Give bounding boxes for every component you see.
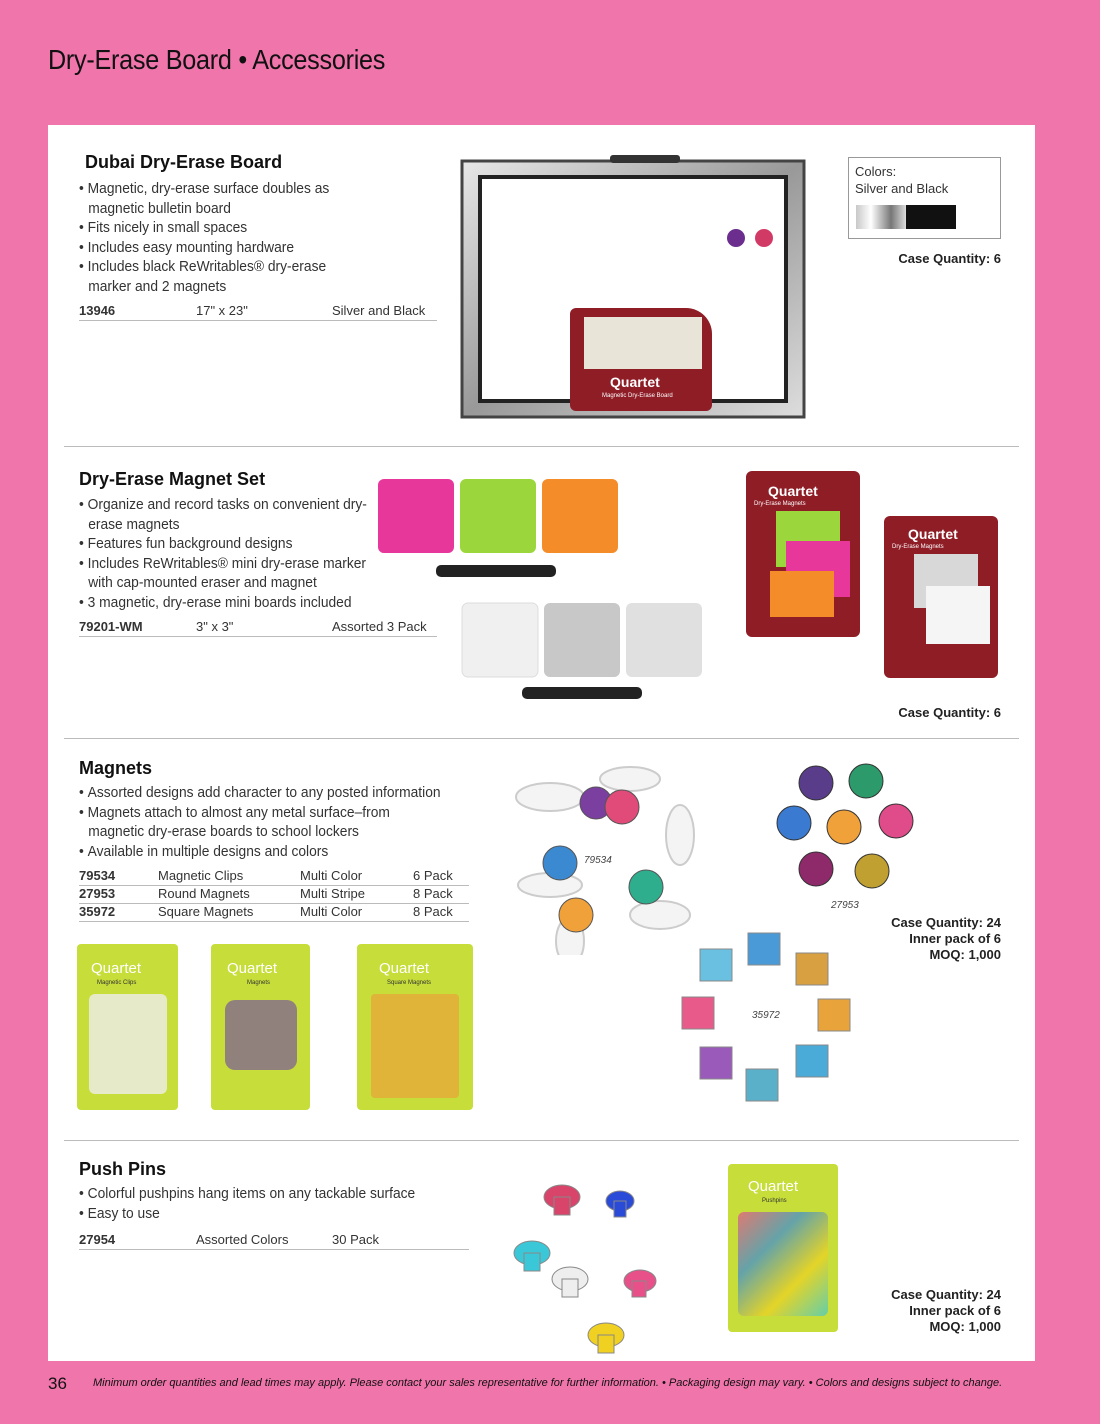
table-row (79, 868, 469, 886)
footer-note: Minimum order quantities and lead times may apply. Please contact your sales representative for further information. • Packaging design may vary. • Colors and designs subject to change. (93, 1377, 1003, 1389)
feature-item: • Fits nicely in small spaces (79, 218, 346, 238)
dubai-sku-table (79, 303, 437, 321)
package-name: Square Magnets (387, 980, 432, 986)
magnet-set-image (376, 475, 716, 715)
sku-number: 27954 (79, 1232, 196, 1250)
feature-item: • Includes easy mounting hardware (79, 238, 346, 258)
magnet-package-square (357, 944, 473, 1110)
product-name: Square Magnets (158, 904, 300, 922)
package-brand: Quartet (748, 1178, 799, 1195)
magnet-package-clips (77, 944, 178, 1110)
color: Assorted 3 Pack (332, 619, 437, 637)
moq: MOQ: 1,000 (929, 1319, 1001, 1334)
color: Multi Color (300, 904, 413, 922)
magnet-set-package-2 (884, 516, 998, 678)
feature-item: • Easy to use (79, 1204, 438, 1224)
color: Assorted Colors (196, 1232, 332, 1250)
pack: 6 Pack (413, 868, 469, 886)
table-row (79, 904, 469, 922)
package-name: Dry-Erase Magnets (892, 544, 944, 550)
package-name: Magnetic Dry-Erase Board (602, 393, 673, 399)
table-row (79, 1232, 469, 1250)
push-pins-package (728, 1164, 838, 1332)
package-brand: Quartet (610, 374, 660, 390)
feature-item: • 3 magnetic, dry-erase mini boards included (79, 593, 373, 613)
push-pins-features (79, 1184, 438, 1223)
sku-number: 35972 (79, 904, 158, 922)
feature-item: • Magnets attach to almost any metal surface–from magnetic dry-erase boards to school lockers (79, 803, 447, 842)
feature-item: • Includes ReWritables® mini dry-erase marker with cap-mounted eraser and magnet (79, 554, 373, 593)
sku-number: 79201-WM (79, 619, 196, 637)
magnets-title: Magnets (79, 758, 153, 778)
magnet-set-case-quantity: Case Quantity: 6 (898, 705, 1001, 720)
page-title: Dry-Erase Board • Accessories (48, 44, 386, 75)
dubai-package (570, 308, 712, 411)
feature-item: • Features fun background designs (79, 534, 373, 554)
package-brand: Quartet (227, 960, 278, 977)
catalog-panel (48, 125, 1035, 1361)
colors-label: Colors: (855, 164, 897, 179)
black-swatch (906, 205, 956, 229)
pack: 8 Pack (413, 886, 469, 904)
clips-image-label: 79534 (584, 855, 612, 866)
pack: 8 Pack (413, 904, 469, 922)
dubai-case-quantity: Case Quantity: 6 (898, 251, 1001, 266)
color: Multi Stripe (300, 886, 413, 904)
dubai-title: Dubai Dry-Erase Board (85, 152, 283, 172)
product-name: Round Magnets (158, 886, 300, 904)
inner-pack: Inner pack of 6 (909, 931, 1001, 946)
round-magnets-image (776, 761, 916, 901)
magnet-set-title: Dry-Erase Magnet Set (79, 469, 266, 489)
feature-item: • Colorful pushpins hang items on any tackable surface (79, 1184, 438, 1204)
pack: 30 Pack (332, 1232, 469, 1250)
moq: MOQ: 1,000 (929, 947, 1001, 962)
color: Silver and Black (332, 303, 437, 321)
magnets-features (79, 783, 447, 861)
magnet-set-features (79, 495, 373, 612)
section-divider (64, 738, 1019, 739)
feature-item: • Assorted designs add character to any posted information (79, 783, 447, 803)
package-name: Dry-Erase Magnets (754, 501, 806, 507)
section-divider (64, 1140, 1019, 1141)
sku-number: 79534 (79, 868, 158, 886)
color: Multi Color (300, 868, 413, 886)
size: 17" x 23" (196, 303, 332, 321)
push-pins-title: Push Pins (79, 1159, 167, 1179)
push-pins-case-quantity (848, 1287, 1001, 1335)
square-magnets-image (680, 931, 860, 1111)
table-row (79, 886, 469, 904)
case-quantity: Case Quantity: 24 (891, 915, 1001, 930)
package-brand: Quartet (908, 526, 958, 542)
feature-item: • Available in multiple designs and colors (79, 842, 447, 862)
inner-pack: Inner pack of 6 (909, 1303, 1001, 1318)
magnet-package-round (211, 944, 310, 1110)
package-name: Magnets (247, 980, 271, 986)
package-brand: Quartet (379, 960, 430, 977)
package-brand: Quartet (91, 960, 142, 977)
sku-number: 13946 (79, 303, 196, 321)
page-number: 36 (48, 1374, 67, 1393)
package-brand: Quartet (768, 483, 818, 499)
magnets-sku-table (79, 868, 469, 922)
colors-value: Silver and Black (855, 181, 949, 196)
product-name: Magnetic Clips (158, 868, 300, 886)
dubai-features (79, 179, 346, 296)
colors-box (848, 157, 1001, 239)
magnet-set-package-1 (746, 471, 860, 637)
sku-number: 27953 (79, 886, 158, 904)
feature-item: • Magnetic, dry-erase surface doubles as magnetic bulletin board (79, 179, 346, 218)
section-divider (64, 446, 1019, 447)
package-name: Pushpins (762, 1198, 787, 1204)
feature-item: • Includes black ReWritables® dry-erase marker and 2 magnets (79, 257, 346, 296)
table-row (79, 303, 437, 321)
feature-item: • Organize and record tasks on convenient dry-erase magnets (79, 495, 373, 534)
magnets-case-quantity (848, 915, 1001, 963)
push-pins-image (496, 1175, 676, 1365)
size: 3" x 3" (196, 619, 332, 637)
case-quantity: Case Quantity: 24 (891, 1287, 1001, 1302)
round-image-label: 27953 (831, 900, 859, 911)
square-image-label: 35972 (752, 1010, 780, 1021)
silver-swatch (856, 205, 906, 229)
push-pins-sku-table (79, 1232, 469, 1250)
package-name: Magnetic Clips (97, 980, 137, 986)
